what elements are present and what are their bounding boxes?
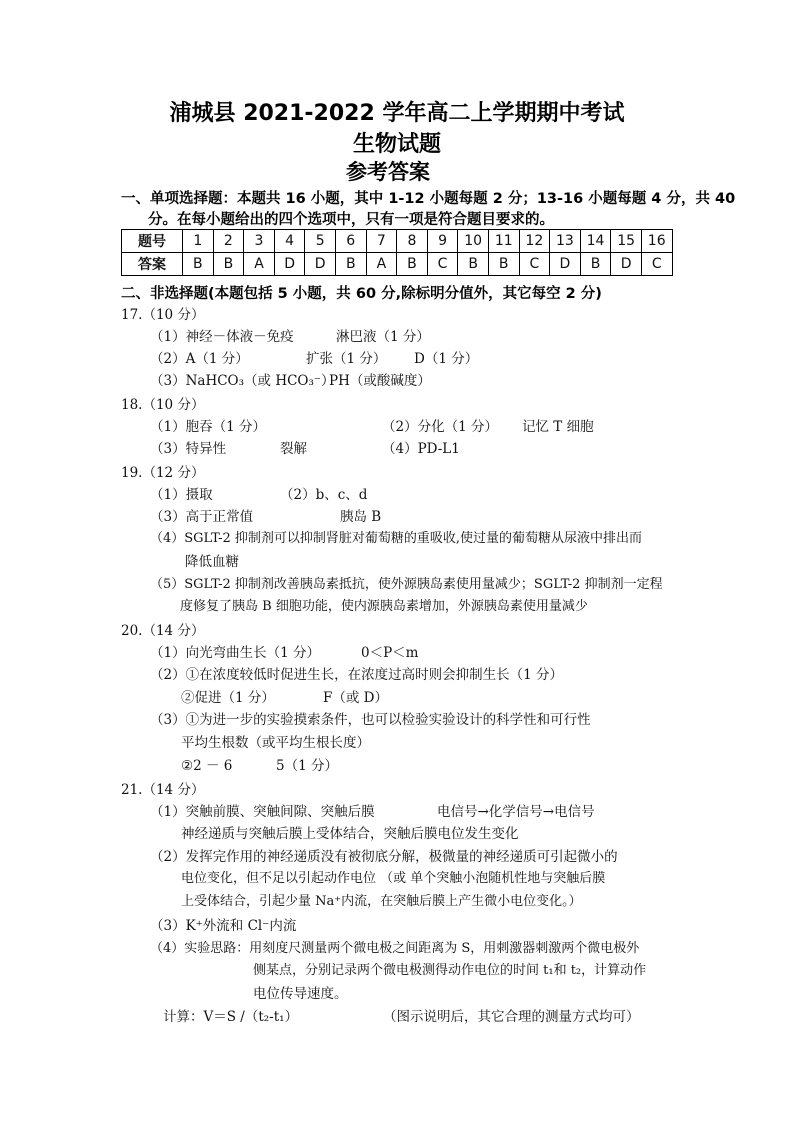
q21-answer-1-line2: 神经递质与突触后膜上受体结合，突触后膜电位发生变化 [181, 826, 519, 842]
q20-answer-2-line2a: ②促进（1 分） [181, 690, 275, 706]
answer-key-title: 参考答案 [346, 160, 430, 184]
answer-cell: D [274, 253, 305, 276]
question-cell: 6 [335, 230, 366, 253]
q19-header: 19.（12 分） [121, 465, 205, 481]
question-cell: 1 [183, 230, 214, 253]
exam-title: 浦城县 2021-2022 学年高二上学期期中考试 [169, 101, 625, 126]
q18-header: 18.（10 分） [121, 397, 205, 413]
q21-answer-1b: 电信号→化学信号→电信号 [437, 804, 595, 820]
question-number-row [122, 230, 673, 253]
q19-answer-2a: （3）高于正常值 [150, 509, 254, 525]
answer-cell: D [611, 253, 642, 276]
section1-heading-line2: 分。在每小题给出的四个选项中，只有一项是符合题目要求的。 [148, 212, 554, 228]
answer-cell: B [580, 253, 611, 276]
q21-answer-2-line2: 电位变化，但不足以引起动作电位 （或 单个突触小泡随机性地与突触后膜 [181, 871, 606, 886]
question-cell: 11 [488, 230, 519, 253]
question-cell: 15 [611, 230, 642, 253]
answer-cell: C [641, 253, 672, 276]
q21-calculation-note: （图示说明后，其它合理的测量方式均可） [383, 1009, 640, 1025]
question-cell: 4 [274, 230, 305, 253]
question-cell: 3 [244, 230, 275, 253]
answer-cell: B [213, 253, 244, 276]
q21-answer-4-line2: 侧某点，分别记录两个微电极测得动作电位的时间 t₁和 t₂，计算动作 [253, 963, 647, 978]
question-cell: 13 [550, 230, 581, 253]
q20-answer-1a: （1）向光弯曲生长（1 分） [150, 645, 320, 661]
question-cell: 16 [641, 230, 672, 253]
q19-answer-5-line2: 度修复了胰岛 B 细胞功能，使内源胰岛素增加，外源胰岛素使用量减少 [180, 599, 588, 614]
q20-answer-2-line1: （2）①在浓度较低时促进生长，在浓度过高时则会抑制生长（1 分） [150, 667, 563, 683]
question-cell: 12 [519, 230, 550, 253]
q19-answer-1a: （1）摄取 [150, 487, 213, 503]
q20-answer-3-line3b: 5（1 分） [276, 758, 338, 774]
q19-answer-5-line1: （5）SGLT-2 抑制剂改善胰岛素抵抗，使外源胰岛素使用量减少；SGLT-2 抑制剂一定程 [150, 577, 663, 592]
q18-answer-1c: 记忆 T 细胞 [522, 419, 594, 435]
q17-header: 17.（10 分） [121, 307, 205, 323]
answer-cell: A [366, 253, 397, 276]
q20-answer-1b: 0＜P＜m [361, 645, 419, 661]
q21-answer-4-line3: 电位传导速度。 [253, 986, 348, 1002]
q17-answer-3a: （3）NaHCO₃（或 HCO₃⁻） [150, 373, 335, 389]
q20-answer-3-line2: 平均生根数（或平均生根长度） [181, 735, 370, 751]
section2-heading: 二、非选择题(本题包括 5 小题，共 60 分,除标明分值外，其它每空 2 分) [121, 286, 602, 302]
q17-answer-2a: （2）A（1 分） [150, 351, 249, 367]
q21-header: 21.（14 分） [121, 782, 205, 798]
answer-cell: D [550, 253, 581, 276]
question-cell: 9 [427, 230, 458, 253]
section1-heading-line1: 一、单项选择题：本题共 16 小题，其中 1-12 小题每题 2 分；13-16 小题每题 4 分，共 40 [121, 191, 736, 207]
q18-answer-1b: （2）分化（1 分） [382, 419, 498, 435]
q19-answer-4-line2: 降低血糖 [185, 554, 239, 570]
q20-header: 20.（14 分） [121, 623, 205, 639]
q17-answer-2b: 扩张（1 分） [306, 351, 387, 367]
answer-cell: B [183, 253, 214, 276]
q21-answer-1a: （1）突触前膜、突触间隙、突触后膜 [150, 804, 375, 820]
q21-answer-4-line1: （4）实验思路：用刻度尺测量两个微电极之间距离为 S，用刺激器刺激两个微电极外 [150, 941, 640, 956]
answer-cell: A [244, 253, 275, 276]
q17-answer-2c: D（1 分） [414, 351, 479, 367]
answer-table [121, 229, 673, 276]
subject-title: 生物试题 [352, 132, 441, 157]
question-cell: 8 [397, 230, 428, 253]
answer-cell: C [427, 253, 458, 276]
answer-cell: D [305, 253, 336, 276]
q17-answer-3b: PH（或酸碱度） [329, 373, 431, 389]
q17-answer-1b: 淋巴液（1 分） [336, 329, 430, 345]
question-cell: 14 [580, 230, 611, 253]
answer-cell: B [397, 253, 428, 276]
answer-cell: B [488, 253, 519, 276]
answer-row [122, 253, 673, 276]
row-label-question: 题号 [122, 230, 183, 253]
q18-answer-1a: （1）胞吞（1 分） [150, 419, 266, 435]
question-cell: 5 [305, 230, 336, 253]
answer-cell: B [335, 253, 366, 276]
q19-answer-4-line1: （4）SGLT-2 抑制剂可以抑制肾脏对葡萄糖的重吸收,使过量的葡萄糖从尿液中排出而 [150, 531, 643, 546]
question-cell: 7 [366, 230, 397, 253]
answer-cell: C [519, 253, 550, 276]
q19-answer-1b: （2）b、c、d [280, 487, 368, 503]
row-label-answer: 答案 [122, 253, 183, 276]
q21-answer-2-line3: 上受体结合，引起少量 Na⁺内流，在突触后膜上产生微小电位变化。） [181, 894, 582, 909]
question-cell: 10 [458, 230, 489, 253]
q21-calculation: 计算：V＝S /（t₂-t₁） [163, 1009, 299, 1025]
q20-answer-3-line3a: ②2 － 6 [181, 758, 233, 774]
q18-answer-2b: 裂解 [280, 441, 307, 457]
q21-answer-2-line1: （2）发挥完作用的神经递质没有被彻底分解，极微量的神经递质可引起微小的 [150, 849, 618, 865]
q17-answer-1a: （1）神经－体液－免疫 [150, 329, 294, 345]
q20-answer-2-line2b: F（或 D） [323, 690, 388, 706]
answer-cell: B [458, 253, 489, 276]
q21-answer-3: （3）K⁺外流和 Cl⁻内流 [150, 918, 297, 934]
question-cell: 2 [213, 230, 244, 253]
q18-answer-2c: （4）PD-L1 [382, 441, 460, 457]
q18-answer-2a: （3）特异性 [150, 441, 227, 457]
q20-answer-3-line1: （3）①为进一步的实验摸索条件，也可以检验实验设计的科学性和可行性 [150, 712, 591, 728]
q19-answer-2b: 胰岛 B [340, 509, 382, 525]
